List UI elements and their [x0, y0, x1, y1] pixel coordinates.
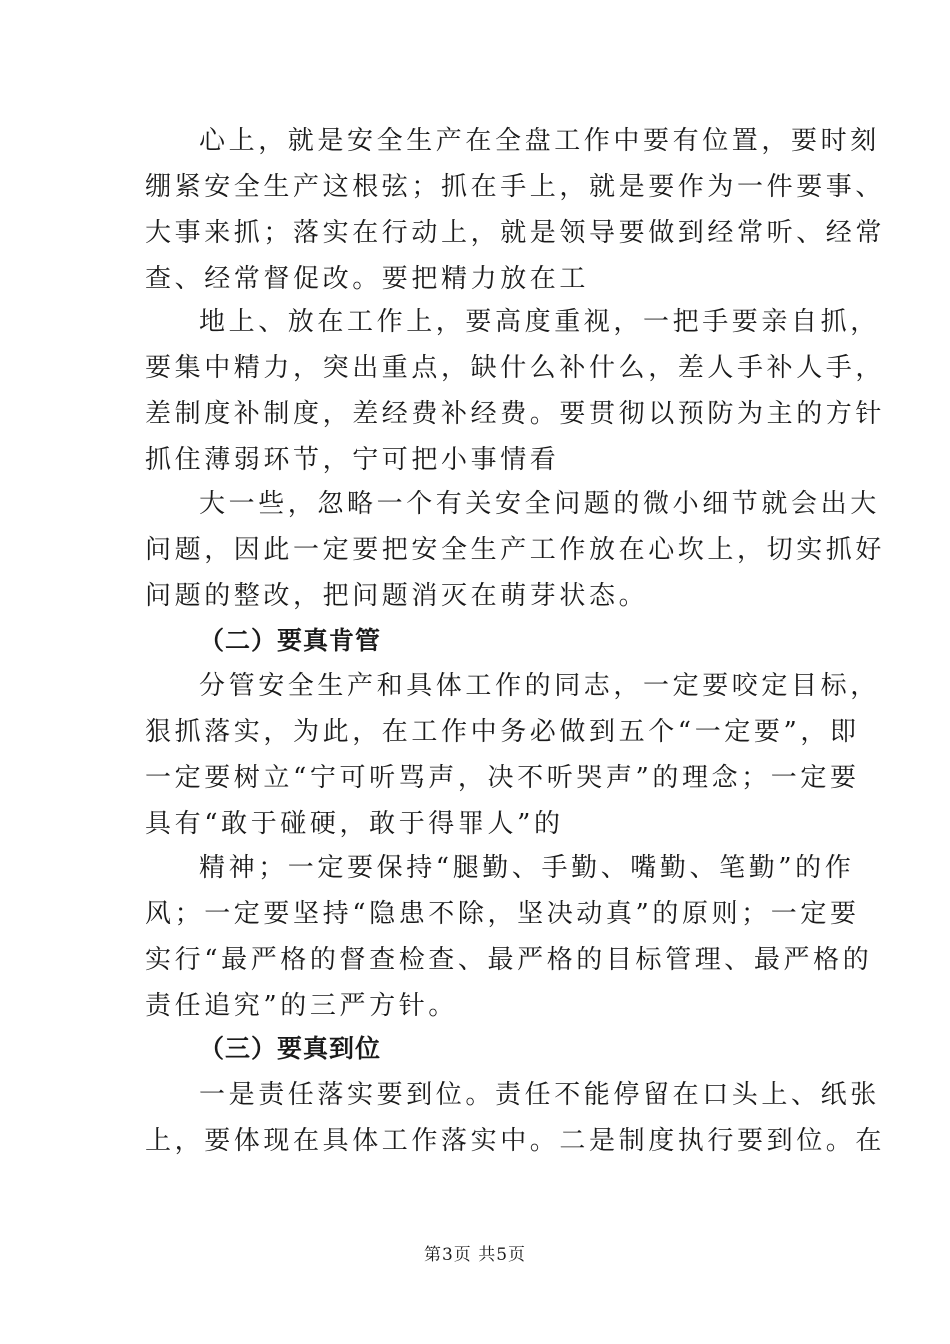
- text-line: 一是责任落实要到位。责任不能停留在口头上、纸张: [199, 1080, 880, 1110]
- text-line: 大事来抓；落实在行动上，就是领导要做到经常听、经常: [145, 218, 886, 248]
- text-line: 抓住薄弱环节，宁可把小事情看: [145, 445, 560, 475]
- text-line: 风；一定要坚持“隐患不除，坚决动真”的原则；一定要: [145, 899, 860, 929]
- text-line: 分管安全生产和具体工作的同志，一定要咬定目标，: [199, 671, 880, 701]
- text-line: 地上、放在工作上，要高度重视，一把手要亲自抓，: [199, 307, 880, 337]
- text-line: 狠抓落实，为此，在工作中务必做到五个“一定要”，即: [145, 717, 860, 747]
- section-heading-2: [145, 618, 810, 664]
- text-line: 问题的整改，把问题消灭在萌芽状态。: [145, 581, 649, 611]
- paragraph-1: [145, 118, 886, 302]
- paragraph-5: [145, 845, 873, 1029]
- text-line: 查、经常督促改。要把精力放在工: [145, 264, 590, 294]
- text-line: 差制度补制度，差经费补经费。要贯彻以预防为主的方针: [145, 399, 886, 429]
- text-line: 实行“最严格的督查检查、最严格的目标管理、最严格的: [145, 945, 873, 975]
- paragraph-6: [145, 1072, 886, 1164]
- text-line: 责任追究”的三严方针。: [145, 991, 458, 1021]
- text-line: 绷紧安全生产这根弦；抓在手上，就是要作为一件要事、: [145, 172, 886, 202]
- page-number-footer: 第3页 共5页: [423, 1245, 527, 1265]
- paragraph-2: [145, 299, 886, 483]
- text-line: 精神；一定要保持“腿勤、手勤、嘴勤、笔勤”的作: [199, 853, 855, 883]
- section-heading-3: [145, 1026, 810, 1072]
- paragraph-3: [145, 481, 886, 619]
- section-heading: （二）要真肯管: [199, 626, 382, 655]
- paragraph-4: [145, 663, 880, 847]
- text-line: 具有“敢于碰硬，敢于得罪人”的: [145, 809, 564, 839]
- text-line: 问题，因此一定要把安全生产工作放在心坎上，切实抓好: [145, 535, 886, 565]
- text-line: 大一些，忽略一个有关安全问题的微小细节就会出大: [199, 489, 880, 519]
- section-heading: （三）要真到位: [199, 1034, 382, 1063]
- text-line: 上，要体现在具体工作落实中。二是制度执行要到位。在: [145, 1126, 886, 1156]
- text-line: 要集中精力，突出重点，缺什么补什么，差人手补人手，: [145, 353, 886, 383]
- text-line: 一定要树立“宁可听骂声，决不听哭声”的理念；一定要: [145, 763, 860, 793]
- text-line: 心上，就是安全生产在全盘工作中要有位置，要时刻: [199, 126, 880, 156]
